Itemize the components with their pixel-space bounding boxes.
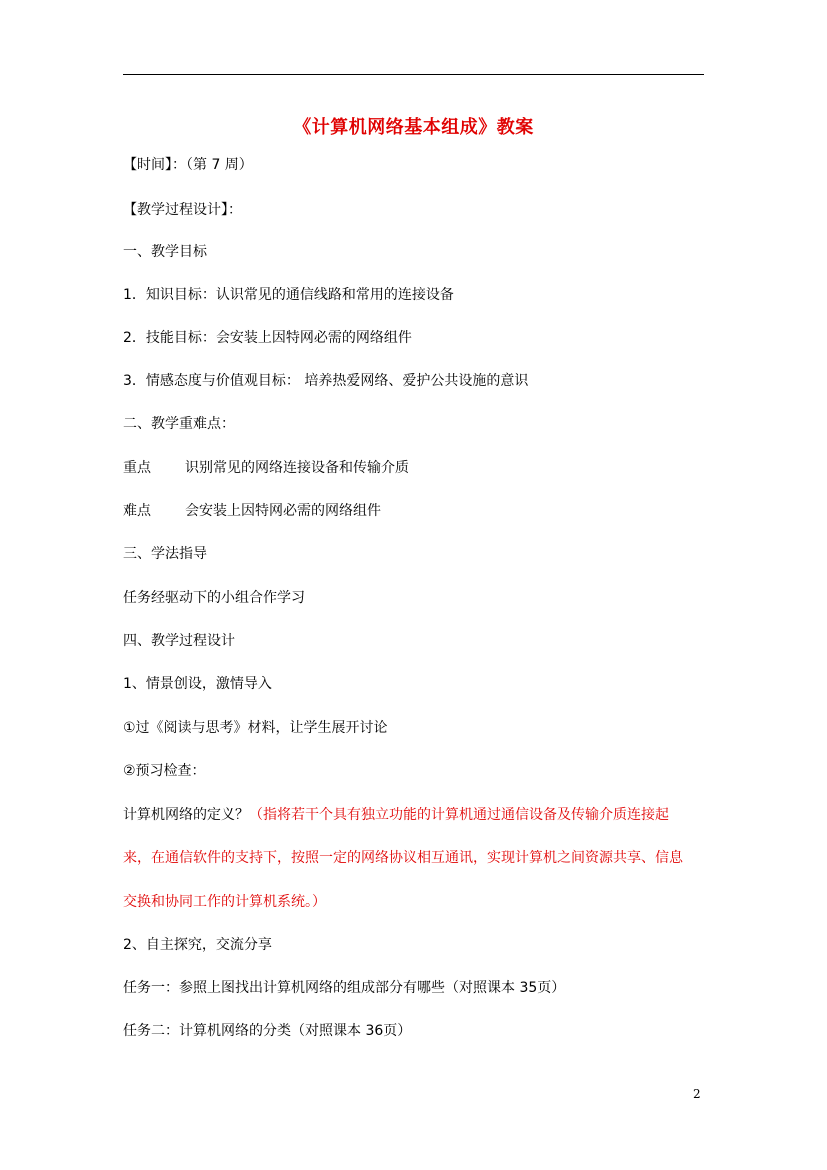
step1-heading: 1、情景创设，激情导入: [123, 676, 272, 692]
step2-heading: 2、自主探究，交流分享: [123, 937, 272, 953]
definition-answer-line1: （指将若干个具有独立功能的计算机通过通信设备及传输介质连接起: [249, 807, 669, 823]
definition-answer-line2: 来，在通信软件的支持下，按照一定的网络协议相互通讯，实现计算机之间资源共享、信息: [123, 850, 683, 866]
header-rule: [123, 74, 704, 75]
section3-heading: 三、学法指导: [123, 546, 207, 562]
process-design-heading: 【教学过程设计】：: [123, 202, 242, 218]
goal-2: 2．技能目标：会安装上因特网必需的网络组件: [123, 330, 412, 346]
task-1: 任务一：参照上图找出计算机网络的组成部分有哪些（对照课本 35页）: [123, 980, 566, 996]
step1-item-1: ①过《阅读与思考》材料，让学生展开讨论: [123, 720, 388, 736]
difficult-point-row: [123, 501, 381, 521]
definition-question: 计算机网络的定义？: [123, 807, 249, 823]
goal-3: 3．情感态度与价值观目标： 培养热爱网络、爱护公共设施的意识: [123, 373, 529, 389]
definition-answer-line3: 交换和协同工作的计算机系统。）: [123, 894, 326, 910]
document-title: 《计算机网络基本组成》教案: [293, 117, 534, 138]
key-point-row: [123, 458, 409, 478]
goal-1: 1．知识目标：认识常见的通信线路和常用的连接设备: [123, 287, 454, 303]
method-text: 任务经驱动下的小组合作学习: [123, 590, 305, 606]
step1-item-2: ②预习检查：: [123, 763, 206, 779]
key-point-label: 重点: [123, 460, 151, 476]
difficult-point-text: 会安装上因特网必需的网络组件: [185, 503, 381, 519]
definition-line-1: [123, 805, 669, 825]
section1-heading: 一、教学目标: [123, 244, 207, 260]
page-number: 2: [693, 1087, 701, 1101]
section4-heading: 四、教学过程设计: [123, 633, 235, 649]
difficult-point-label: 难点: [123, 503, 151, 519]
key-point-text: 识别常见的网络连接设备和传输介质: [185, 460, 409, 476]
task-2: 任务二：计算机网络的分类（对照课本 36页）: [123, 1023, 412, 1039]
section2-heading: 二、教学重难点：: [123, 416, 235, 432]
time-line: 【时间】：（第 7 周）: [123, 157, 253, 173]
